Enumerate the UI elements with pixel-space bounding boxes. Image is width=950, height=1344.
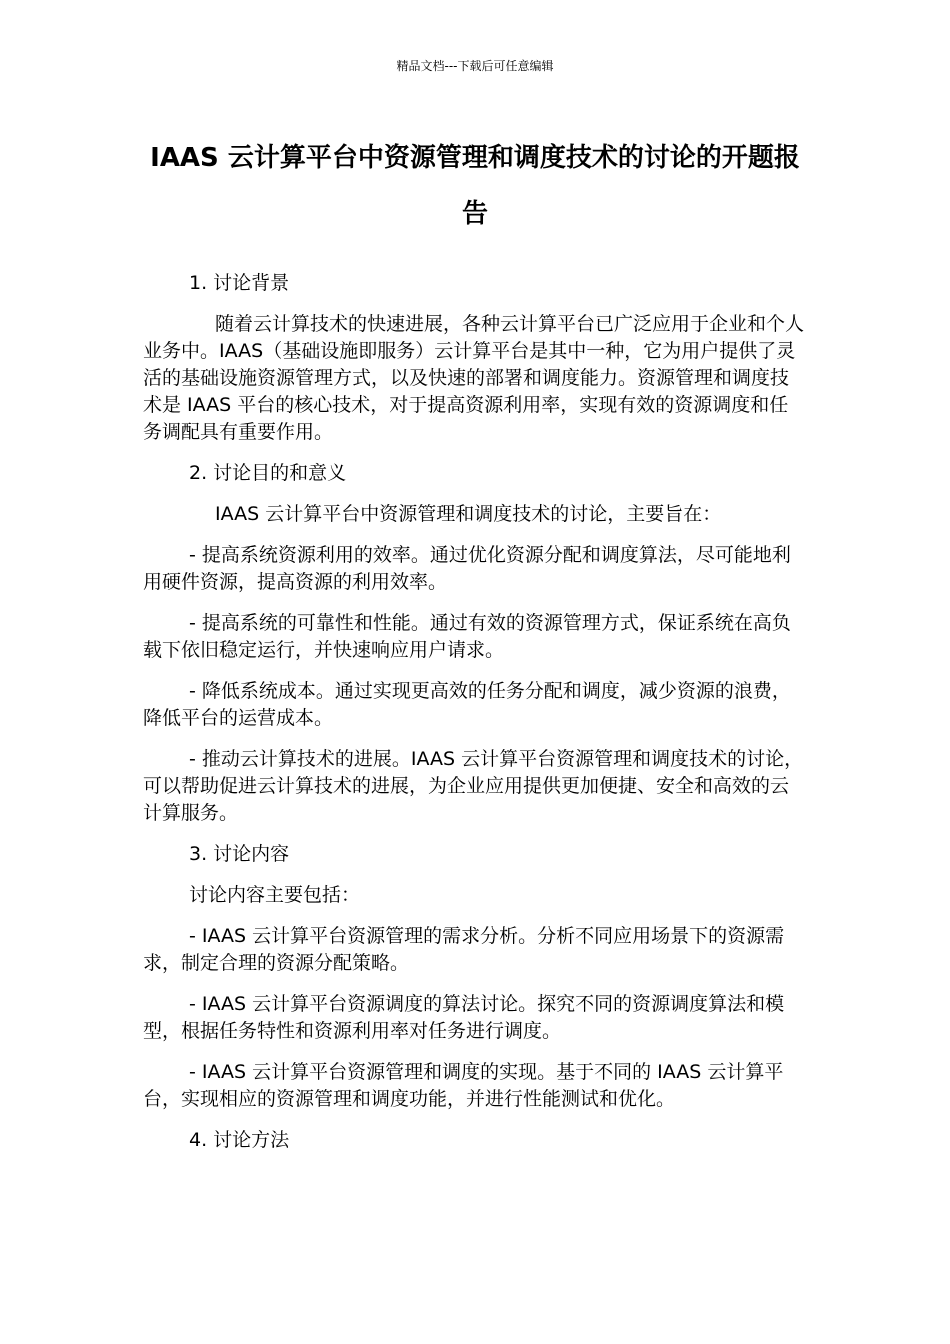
content-item: - IAAS 云计算平台资源管理和调度的实现。基于不同的 IAAS 云计算平台，实现相应的资源管理和调度功能，并进行性能测试和优化。	[143, 1061, 784, 1110]
content-intro: 讨论内容主要包括：	[189, 884, 361, 906]
document-body	[143, 270, 807, 1168]
background-paragraph: 随着云计算技术的快速进展，各种云计算平台已广泛应用于企业和个人业务中。IAAS（基础设施即服务）云计算平台是其中一种，它为用户提供了灵活的基础设施资源管理方式，以及快速的部署和调度能力。资源管理和调度技术是 IAAS 平台的核心技术，对于提高资源利用率，实现有效的资源调度和任务调配具有重要作用。	[143, 313, 805, 443]
purpose-intro: IAAS 云计算平台中资源管理和调度技术的讨论，主要旨在：	[215, 503, 722, 525]
section-heading-content: 3. 讨论内容	[189, 843, 290, 865]
purpose-item: - 提高系统资源利用的效率。通过优化资源分配和调度算法，尽可能地利用硬件资源，提高资源的利用效率。	[143, 544, 791, 593]
section-heading-purpose: 2. 讨论目的和意义	[189, 462, 347, 484]
section-heading-method: 4. 讨论方法	[189, 1129, 290, 1151]
section-heading-background: 1. 讨论背景	[189, 272, 290, 294]
content-item: - IAAS 云计算平台资源管理的需求分析。分析不同应用场景下的资源需求，制定合理的资源分配策略。	[143, 925, 785, 974]
document-title: IAAS 云计算平台中资源管理和调度技术的讨论的开题报告	[150, 143, 800, 229]
purpose-item: - 降低系统成本。通过实现更高效的任务分配和调度，减少资源的浪费，降低平台的运营成本。	[143, 680, 791, 729]
purpose-item: - 推动云计算技术的进展。IAAS 云计算平台资源管理和调度技术的讨论，可以帮助促进云计算技术的进展，为企业应用提供更加便捷、安全和高效的云计算服务。	[143, 748, 804, 824]
header-note: 精品文档---下载后可任意编辑	[396, 59, 554, 73]
purpose-item: - 提高系统的可靠性和性能。通过有效的资源管理方式，保证系统在高负载下依旧稳定运行，并快速响应用户请求。	[143, 612, 791, 661]
content-item: - IAAS 云计算平台资源调度的算法讨论。探究不同的资源调度算法和模型，根据任务特性和资源利用率对任务进行调度。	[143, 993, 785, 1042]
